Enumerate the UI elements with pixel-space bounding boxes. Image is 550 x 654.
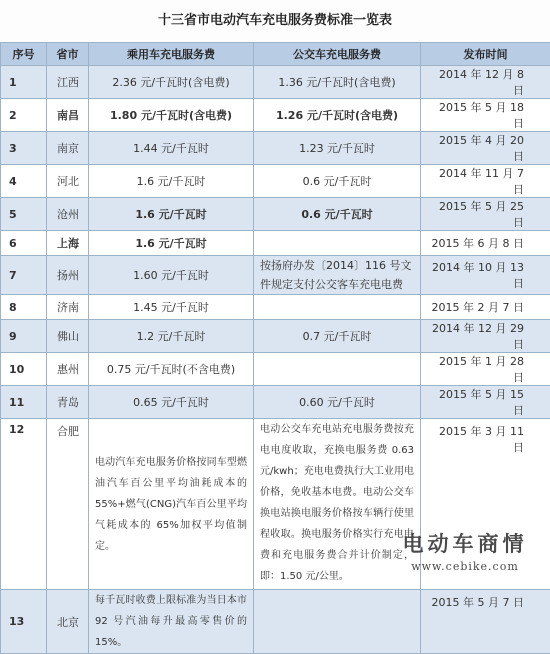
table-row bbox=[1, 198, 550, 231]
row-date: 2015 年 5 月 25 日 bbox=[421, 198, 550, 231]
row-date: 2015 年 6 月 8 日 bbox=[421, 231, 550, 256]
table-row bbox=[1, 386, 550, 419]
row-number: 9 bbox=[1, 320, 47, 353]
row-city: 合肥 bbox=[47, 419, 89, 590]
row-city: 江西 bbox=[47, 66, 89, 99]
row-bus-fee bbox=[254, 590, 421, 654]
row-bus-fee: 0.6 元/千瓦时 bbox=[254, 165, 421, 198]
header-city: 省市 bbox=[47, 43, 89, 66]
row-bus-fee: 1.26 元/千瓦时(含电费) bbox=[254, 99, 421, 132]
table-row bbox=[1, 66, 550, 99]
row-date: 2014 年 12 月 29 日 bbox=[421, 320, 550, 353]
row-bus-fee bbox=[254, 295, 421, 320]
row-city: 北京 bbox=[47, 590, 89, 654]
row-car-fee: 1.6 元/千瓦时 bbox=[89, 198, 254, 231]
row-bus-fee: 0.7 元/千瓦时 bbox=[254, 320, 421, 353]
row-date: 2015 年 5 月 7 日 bbox=[421, 590, 550, 654]
table-row bbox=[1, 132, 550, 165]
header-bus-fee: 公交车充电服务费 bbox=[254, 43, 421, 66]
row-date: 2014 年 12 月 8 日 bbox=[421, 66, 550, 99]
row-city: 济南 bbox=[47, 295, 89, 320]
row-city: 上海 bbox=[47, 231, 89, 256]
table-title: 十三省市电动汽车充电服务费标准一览表 bbox=[0, 0, 550, 42]
row-bus-fee bbox=[254, 231, 421, 256]
row-date: 2015 年 5 月 15 日 bbox=[421, 386, 550, 419]
row-city: 河北 bbox=[47, 165, 89, 198]
row-car-fee: 每千瓦时收费上限标准为当日本市 92 号汽油每升最高零售价的 15%。 bbox=[89, 590, 254, 654]
watermark bbox=[385, 528, 545, 573]
table-row bbox=[1, 256, 550, 295]
row-car-fee: 1.2 元/千瓦时 bbox=[89, 320, 254, 353]
row-number: 3 bbox=[1, 132, 47, 165]
row-city: 扬州 bbox=[47, 256, 89, 295]
row-number: 1 bbox=[1, 66, 47, 99]
row-car-fee: 1.6 元/千瓦时 bbox=[89, 231, 254, 256]
row-number: 12 bbox=[1, 419, 47, 590]
table-row bbox=[1, 353, 550, 386]
row-car-fee: 0.75 元/千瓦时(不含电费) bbox=[89, 353, 254, 386]
row-car-fee: 1.80 元/千瓦时(含电费) bbox=[89, 99, 254, 132]
row-car-fee: 0.65 元/千瓦时 bbox=[89, 386, 254, 419]
row-bus-fee: 按扬府办发〔2014〕116 号文件规定支付公交客车充电电费 bbox=[254, 256, 421, 295]
row-car-fee: 1.45 元/千瓦时 bbox=[89, 295, 254, 320]
row-number: 4 bbox=[1, 165, 47, 198]
row-bus-fee: 0.60 元/千瓦时 bbox=[254, 386, 421, 419]
row-date: 2015 年 3 月 11 日 bbox=[421, 419, 550, 590]
row-city: 南昌 bbox=[47, 99, 89, 132]
row-date: 2015 年 2 月 7 日 bbox=[421, 295, 550, 320]
row-number: 8 bbox=[1, 295, 47, 320]
table-row bbox=[1, 320, 550, 353]
watermark-name: 电动车商情 bbox=[385, 528, 545, 558]
row-car-fee: 1.6 元/千瓦时 bbox=[89, 165, 254, 198]
row-car-fee: 1.44 元/千瓦时 bbox=[89, 132, 254, 165]
table-row bbox=[1, 231, 550, 256]
row-bus-fee: 1.36 元/千瓦时(含电费) bbox=[254, 66, 421, 99]
row-city: 南京 bbox=[47, 132, 89, 165]
row-bus-fee bbox=[254, 353, 421, 386]
row-car-fee: 2.36 元/千瓦时(含电费) bbox=[89, 66, 254, 99]
row-number: 5 bbox=[1, 198, 47, 231]
row-number: 10 bbox=[1, 353, 47, 386]
header-row bbox=[1, 43, 550, 66]
row-city: 惠州 bbox=[47, 353, 89, 386]
table-row bbox=[1, 590, 550, 654]
table-row bbox=[1, 99, 550, 132]
header-date: 发布时间 bbox=[421, 43, 550, 66]
row-bus-fee: 电动公交车充电站充电服务费按充电电度收取，充换电服务费 0.63 元/kwh；充电电费执行大工业用电价格，免收基本电费。电动公交车换电站换电服务价格按车辆行使里程收取。换电服务价格实行充电电费和充电服务费合并计价制定，即：1.50 元/公里。 bbox=[254, 419, 421, 590]
row-city: 佛山 bbox=[47, 320, 89, 353]
row-city: 青岛 bbox=[47, 386, 89, 419]
row-bus-fee: 0.6 元/千瓦时 bbox=[254, 198, 421, 231]
row-date: 2015 年 1 月 28 日 bbox=[421, 353, 550, 386]
watermark-url: www.cebike.com bbox=[385, 560, 545, 573]
row-bus-fee: 1.23 元/千瓦时 bbox=[254, 132, 421, 165]
row-date: 2015 年 5 月 18 日 bbox=[421, 99, 550, 132]
row-city: 沧州 bbox=[47, 198, 89, 231]
row-number: 2 bbox=[1, 99, 47, 132]
row-number: 6 bbox=[1, 231, 47, 256]
row-car-fee: 1.60 元/千瓦时 bbox=[89, 256, 254, 295]
table-row bbox=[1, 165, 550, 198]
row-date: 2015 年 4 月 20 日 bbox=[421, 132, 550, 165]
row-date: 2014 年 10 月 13 日 bbox=[421, 256, 550, 295]
row-date: 2014 年 11 月 7 日 bbox=[421, 165, 550, 198]
row-number: 13 bbox=[1, 590, 47, 654]
header-car-fee: 乘用车充电服务费 bbox=[89, 43, 254, 66]
header-no: 序号 bbox=[1, 43, 47, 66]
row-number: 7 bbox=[1, 256, 47, 295]
table-row bbox=[1, 295, 550, 320]
row-number: 11 bbox=[1, 386, 47, 419]
row-car-fee: 电动汽车充电服务价格按同车型燃油汽车百公里平均油耗成本的 55%+燃气(CNG)汽车百公里平均气耗成本的 65%加权平均值制定。 bbox=[89, 419, 254, 590]
